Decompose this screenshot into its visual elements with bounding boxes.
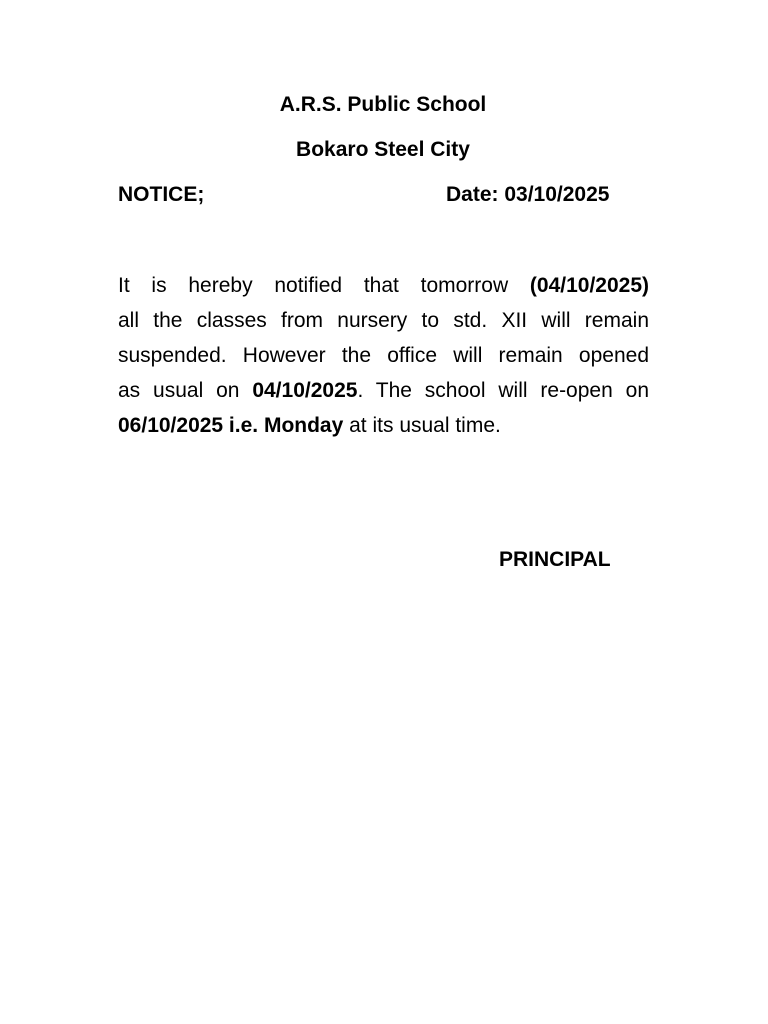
body-line-4: [118, 373, 649, 408]
body-line-1: [118, 268, 649, 303]
body-text-segment: . The school will re-open on: [357, 379, 649, 402]
body-bold-reopen: 06/10/2025 i.e. Monday: [118, 414, 344, 437]
body-line-5: [118, 408, 649, 443]
body-text-segment: It is hereby notified that tomorrow: [118, 274, 530, 297]
body-text-segment: at its usual time.: [343, 414, 501, 437]
notice-body: [118, 268, 649, 443]
notice-label: NOTICE;: [118, 183, 205, 206]
body-bold-date: (04/10/2025): [529, 274, 649, 297]
principal-signature: PRINCIPAL: [499, 548, 611, 571]
body-line-3: suspended. However the office will remain opened: [118, 344, 649, 367]
school-city: Bokaro Steel City: [296, 138, 470, 161]
body-text-segment: as usual on: [118, 379, 253, 402]
notice-date: Date: 03/10/2025: [446, 183, 610, 206]
body-line-2: all the classes from nursery to std. XII will remain: [118, 309, 649, 332]
school-name: A.R.S. Public School: [279, 93, 487, 116]
body-bold-date: 04/10/2025: [252, 379, 358, 402]
